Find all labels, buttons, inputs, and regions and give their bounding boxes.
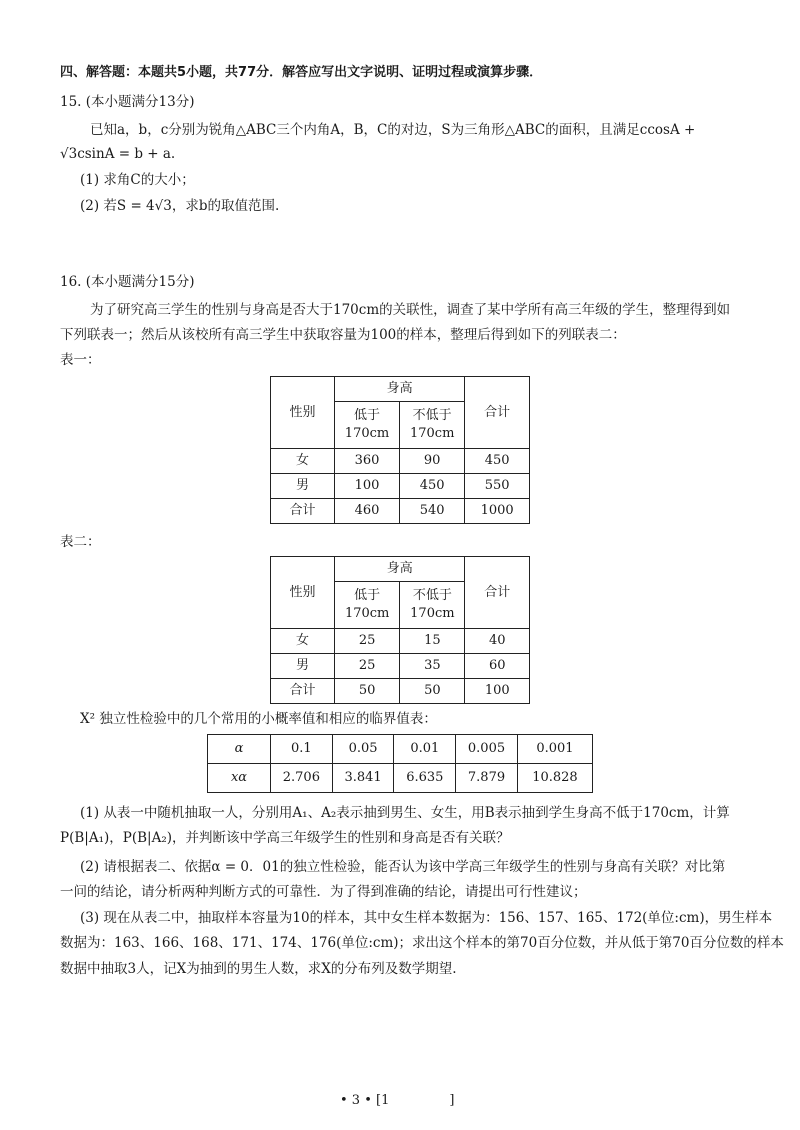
cell-total: 60 [465,654,530,679]
cell-total: 100 [465,679,530,704]
q15-part1: (1) 求角C的大小； [80,172,195,188]
row-label: 合计 [271,679,335,704]
crit-value: 10.828 [517,764,592,793]
cell-below: 360 [334,449,399,474]
header-gender: 性别 [271,377,335,449]
table-row [271,449,530,474]
header-not-below: 不低于170cm [400,582,465,629]
q16-title: 16. (本小题满分15分) [60,274,195,290]
alpha-value: 0.01 [394,735,456,764]
header-gender: 性别 [271,557,335,629]
table1-label: 表一： [60,352,101,368]
chi-critical-table [207,734,593,793]
cell-total: 1000 [465,499,530,524]
alpha-value: 0.001 [517,735,592,764]
q16-intro-line2: 下列联表一；然后从该校所有高三学生中获取容量为100的样本，整理后得到如下的列联表二： [60,327,626,343]
q15-stem-line2: √3csinA = b + a. [60,146,176,162]
row-label: 合计 [271,499,335,524]
q15-title: 15. (本小题满分13分) [60,94,195,110]
cell-total: 450 [465,449,530,474]
cell-not-below: 450 [400,474,465,499]
x-alpha-label: xα [208,764,271,793]
q16-part3-line1: (3) 现在从表二中，抽取样本容量为10的样本，其中女生样本数据为：156、157、165、172(单位:cm)，男生样本 [80,910,773,926]
q16-part1-line1: (1) 从表一中随机抽取一人，分别用A₁、A₂表示抽到男生、女生，用B表示抽到学生身高不低于170cm，计算 [80,805,730,821]
table-row [208,764,593,793]
chi-intro: X² 独立性检验中的几个常用的小概率值和相应的临界值表： [80,711,437,727]
table-row [271,679,530,704]
header-height: 身高 [335,557,465,582]
row-label: 男 [271,474,335,499]
header-total: 合计 [465,377,530,449]
header-below: 低于170cm [335,582,400,629]
contingency-table-1 [270,376,530,524]
table-row [271,499,530,524]
q16-part3-line2: 数据为：163、166、168、171、174、176(单位:cm)；求出这个样本的第70百分位数，并从低于第70百分位数的样本 [60,935,784,951]
q15-stem-line1: 已知a，b，c分别为锐角△ABC三个内角A，B，C的对边，S为三角形△ABC的面积，且满足ccosA + [90,122,696,138]
cell-not-below: 540 [400,499,465,524]
crit-value: 2.706 [271,764,333,793]
header-height: 身高 [334,377,464,402]
cell-not-below: 15 [400,629,465,654]
cell-not-below: 35 [400,654,465,679]
alpha-label: α [208,735,271,764]
cell-below: 460 [334,499,399,524]
table-row [271,629,530,654]
cell-below: 25 [335,629,400,654]
header-not-below: 不低于170cm [400,402,465,449]
header-total: 合计 [465,557,530,629]
cell-not-below: 50 [400,679,465,704]
q16-part3-line3: 数据中抽取3人，记X为抽到的男生人数，求X的分布列及数学期望. [60,961,457,977]
q16-intro-line1: 为了研究高三学生的性别与身高是否大于170cm的关联性，调查了某中学所有高三年级的学生，整理得到如 [90,302,731,318]
table2-label: 表二： [60,534,101,550]
section-header: 四、解答题：本题共5小题，共77分．解答应写出文字说明、证明过程或演算步骤． [60,65,543,80]
contingency-table-2 [270,556,530,704]
page-number: • 3 • [340,1093,372,1108]
footer-bracket-close: ] [449,1093,455,1108]
cell-not-below: 90 [400,449,465,474]
table-row [208,735,593,764]
q15-part2: (2) 若S = 4√3，求b的取值范围. [80,198,280,214]
footer-bracket-open: [1 [376,1093,390,1108]
cell-total: 550 [465,474,530,499]
alpha-value: 0.1 [271,735,333,764]
alpha-value: 0.005 [456,735,518,764]
row-label: 男 [271,654,335,679]
row-label: 女 [271,449,335,474]
alpha-value: 0.05 [332,735,394,764]
crit-value: 3.841 [332,764,394,793]
cell-below: 25 [335,654,400,679]
crit-value: 6.635 [394,764,456,793]
cell-total: 40 [465,629,530,654]
cell-below: 50 [335,679,400,704]
row-label: 女 [271,629,335,654]
q16-part1-line2: P(B|A₁)，P(B|A₂)，并判断该中学高三年级学生的性别和身高是否有关联？ [60,830,510,846]
q16-part2-line2: 一问的结论，请分析两种判断方式的可靠性．为了得到准确的结论，请提出可行性建议； [60,884,587,900]
table-row [271,474,530,499]
cell-below: 100 [334,474,399,499]
page-footer [340,1093,454,1108]
crit-value: 7.879 [456,764,518,793]
q16-part2-line1: (2) 请根据表二、依据α = 0．01的独立性检验，能否认为该中学高三年级学生的性别与身高有关联？对比第 [80,859,726,875]
header-below: 低于170cm [334,402,399,449]
table-row [271,654,530,679]
